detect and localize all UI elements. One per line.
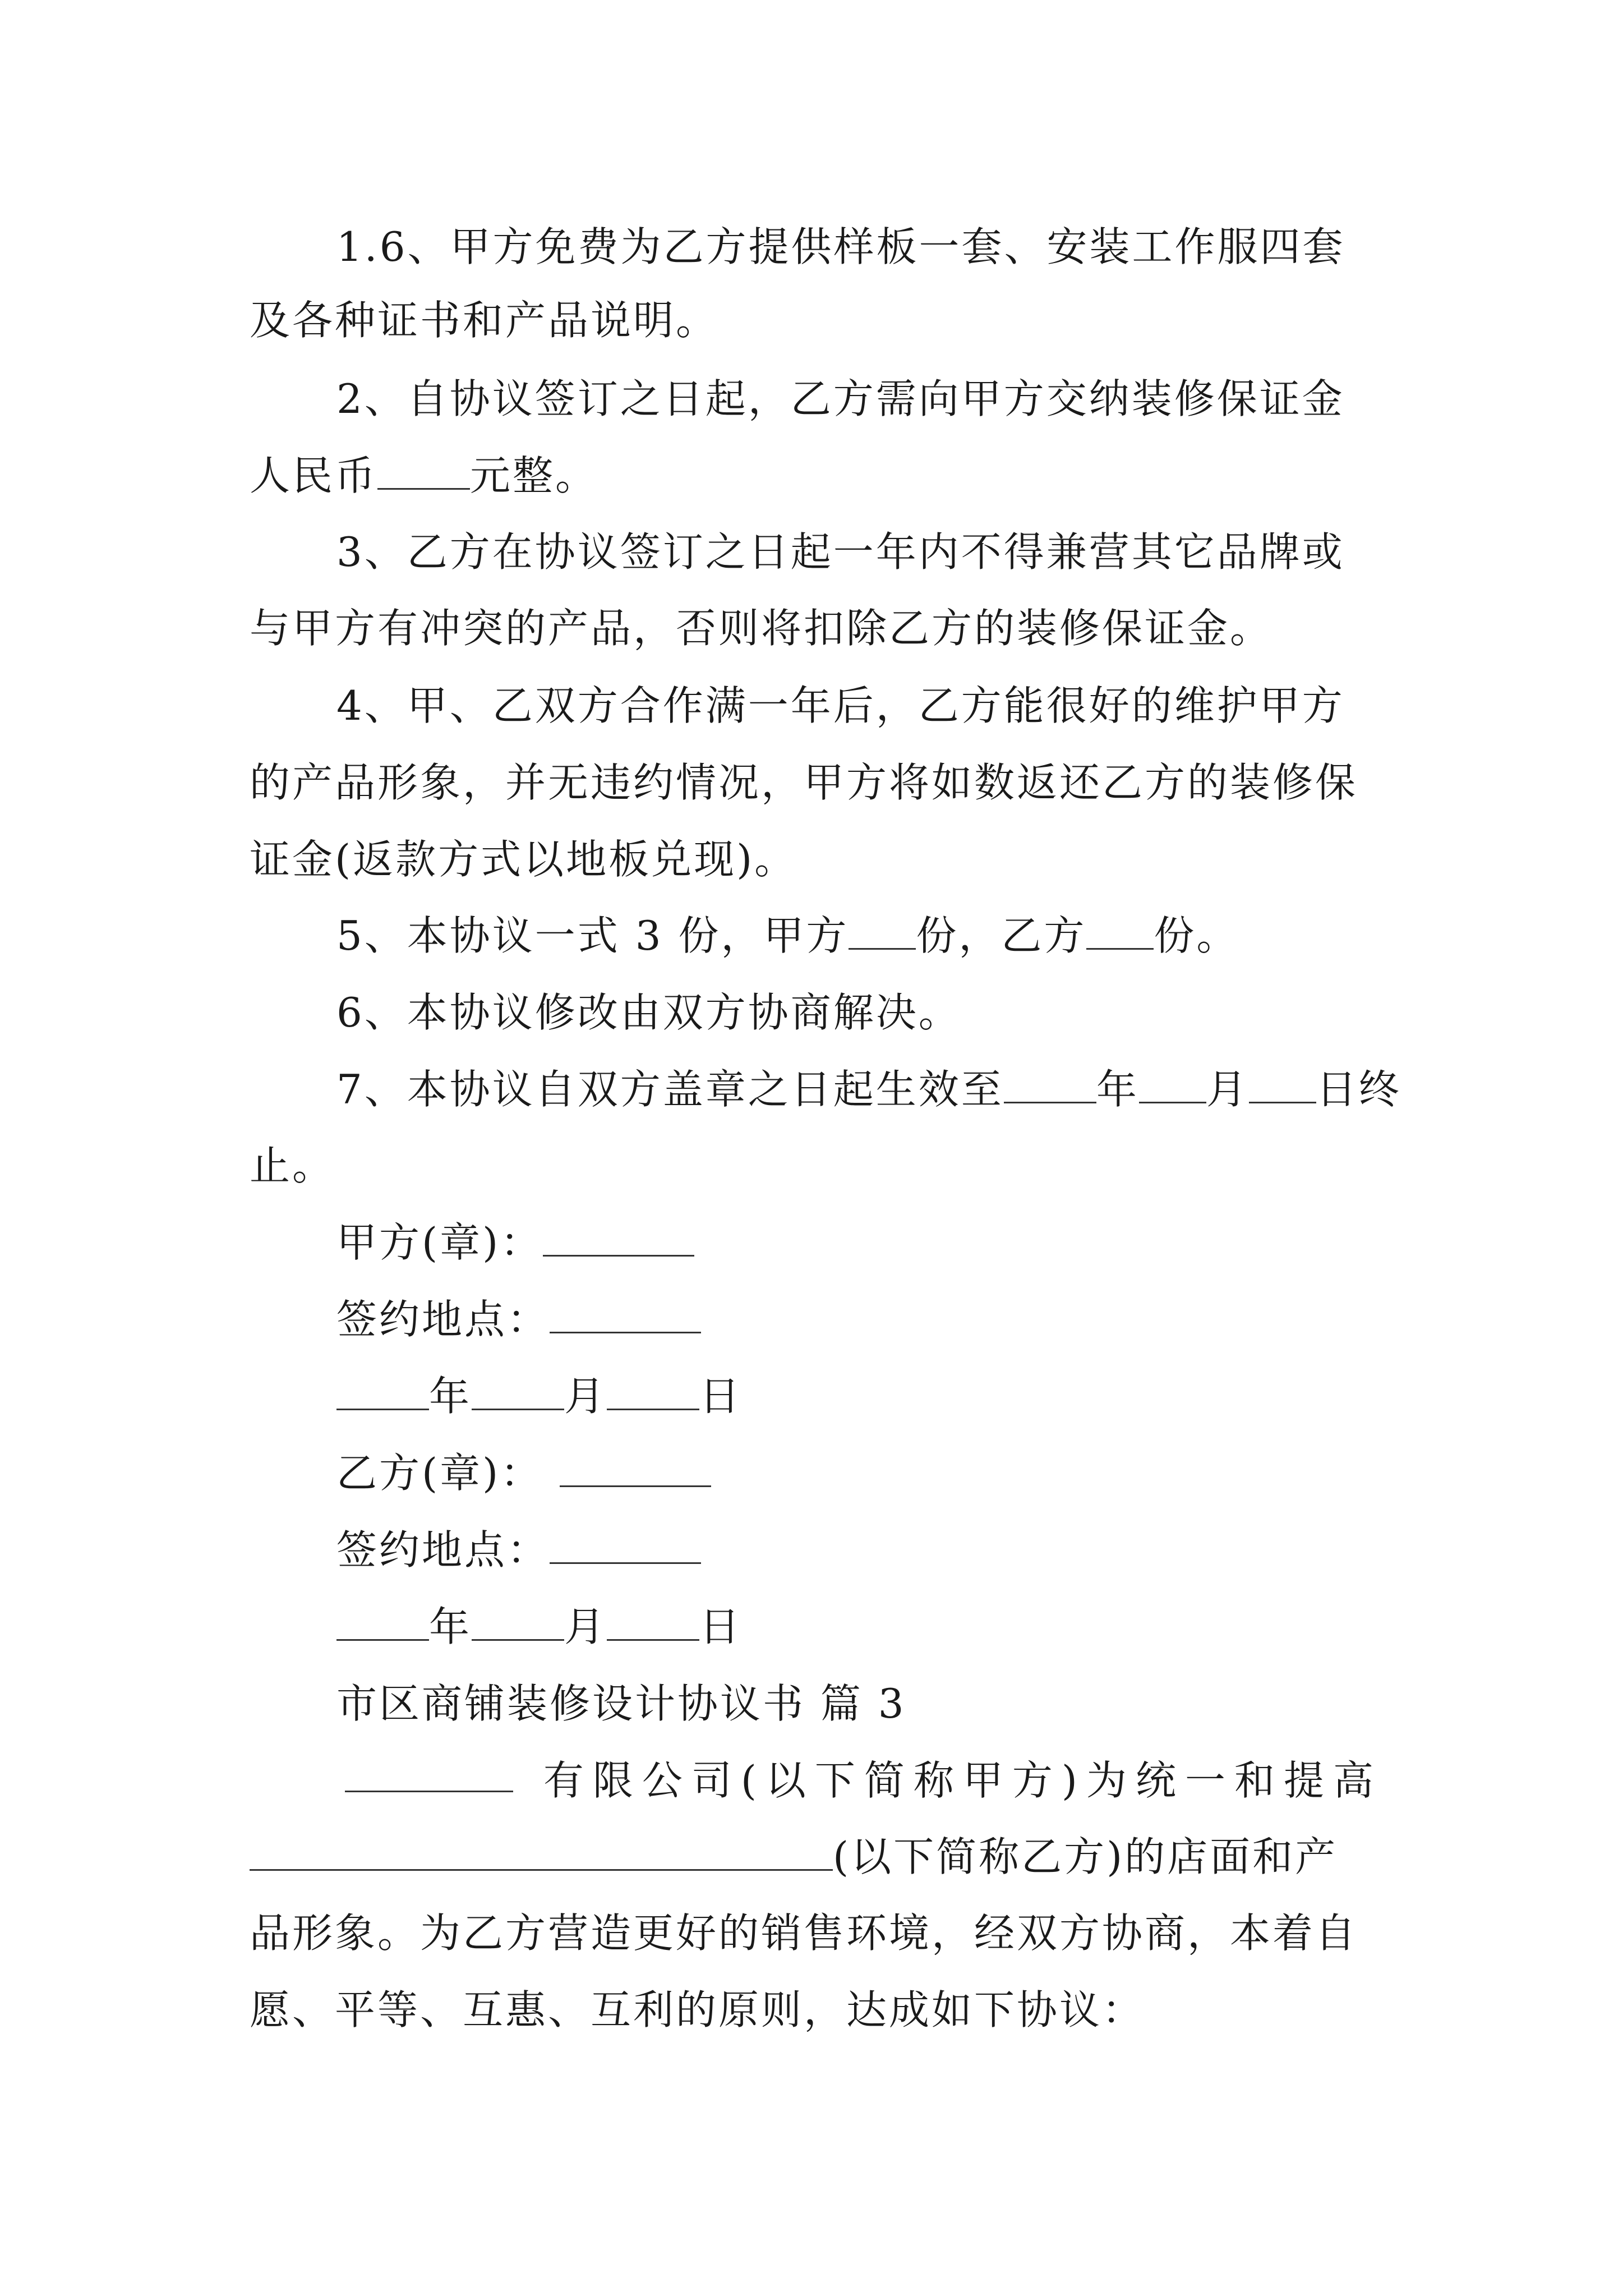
clause-text: 止。: [250, 1142, 335, 1189]
year-blank: [336, 1372, 429, 1410]
intro-text: 品形象。为乙方营造更好的销售环境，经双方协商，本着自: [250, 1910, 1358, 1957]
month-blank: [472, 1602, 564, 1641]
day-blank: [607, 1372, 699, 1410]
section-heading-text: 市区商铺装修设计协议书 篇 3: [336, 1680, 906, 1727]
clause-6: [336, 986, 1382, 1039]
company-name-blank: [345, 1754, 513, 1792]
intro-line-1: [345, 1754, 1382, 1807]
clause-1-6-line-2: [250, 293, 1382, 347]
clause-text: 7、本协议自双方盖章之日起生效至: [336, 1066, 1004, 1113]
party-b-date-line: [336, 1600, 1382, 1654]
clause-text: 日终: [1316, 1066, 1401, 1113]
party-b-label: 乙方(章)：: [336, 1450, 543, 1497]
clause-text: 证金(返款方式以地板兑现)。: [250, 836, 797, 883]
clause-text: 6、本协议修改由双方协商解决。: [336, 989, 961, 1036]
signing-place-label: 签约地点：: [336, 1526, 550, 1573]
clause-4-line-1: [336, 679, 1382, 733]
clause-text: 2、自协议签订之日起，乙方需向甲方交纳装修保证金: [336, 375, 1345, 422]
intro-text: (以下简称乙方)的店面和产: [833, 1833, 1338, 1880]
party-a-seal-line: [336, 1216, 1382, 1269]
clause-text: 年: [1096, 1066, 1139, 1113]
clause-text: 份，乙方: [916, 912, 1087, 959]
party-b-place-line: [336, 1523, 1382, 1577]
party-b-name-blank: [250, 1832, 833, 1871]
day-label: 日: [699, 1373, 743, 1420]
clause-4-line-3: [250, 832, 1382, 886]
section-heading: [336, 1677, 1382, 1731]
party-a-label: 甲方(章)：: [336, 1219, 543, 1266]
clause-3-line-1: [336, 525, 1382, 579]
clause-text: 与甲方有冲突的产品，否则将扣除乙方的装修保证金。: [250, 605, 1273, 652]
day-label: 日: [699, 1603, 743, 1650]
clause-1-6-line-1: [336, 220, 1382, 274]
party-b-seal-blank: [560, 1448, 711, 1487]
year-label: 年: [429, 1603, 472, 1650]
clause-2-line-1: [336, 372, 1382, 426]
month-label: 月: [564, 1373, 607, 1420]
party-a-seal-blank: [543, 1218, 694, 1257]
clause-7-line-2: [250, 1139, 1382, 1193]
year-label: 年: [429, 1373, 472, 1420]
end-month-blank: [1139, 1065, 1206, 1103]
end-year-blank: [1004, 1065, 1096, 1103]
month-blank: [472, 1372, 564, 1410]
clause-2-line-2: [250, 449, 1382, 503]
party-a-place-blank: [550, 1295, 701, 1333]
intro-line-4: [250, 1983, 1382, 2037]
party-b-seal-line: [336, 1446, 1382, 1500]
deposit-amount-blank: [377, 451, 470, 490]
clause-text: 1.6、甲方免费为乙方提供样板一套、安装工作服四套: [336, 223, 1345, 270]
party-b-place-blank: [550, 1525, 701, 1564]
clause-text: 月: [1206, 1066, 1249, 1113]
day-blank: [607, 1602, 699, 1641]
year-blank: [336, 1602, 429, 1641]
signing-place-label: 签约地点：: [336, 1296, 550, 1343]
clause-text: 及各种证书和产品说明。: [250, 297, 719, 344]
clause-text: 人民币: [250, 452, 378, 499]
intro-line-3: [250, 1906, 1382, 1960]
month-label: 月: [564, 1603, 607, 1650]
intro-line-2: [250, 1830, 1382, 1884]
clause-3-line-2: [250, 601, 1382, 655]
clause-5: [336, 909, 1382, 963]
clause-4-line-2: [250, 756, 1382, 809]
intro-text: 有限公司(以下简称甲方)为统一和提高: [543, 1757, 1382, 1804]
copies-party-a-blank: [849, 911, 916, 950]
party-a-place-line: [336, 1292, 1382, 1346]
clause-text: 份。: [1154, 912, 1239, 959]
clause-text: 3、乙方在协议签订之日起一年内不得兼营其它品牌或: [336, 528, 1345, 576]
intro-text: 愿、平等、互惠、互利的原则，达成如下协议：: [250, 1986, 1145, 2033]
clause-text: 元整。: [470, 452, 598, 499]
clause-7-line-1: [336, 1062, 1401, 1116]
clause-text: 的产品形象，并无违约情况，甲方将如数返还乙方的装修保: [250, 759, 1358, 806]
clause-text: 5、本协议一式 3 份，甲方: [336, 912, 849, 959]
end-day-blank: [1249, 1065, 1316, 1103]
clause-text: 4、甲、乙双方合作满一年后，乙方能很好的维护甲方: [336, 682, 1345, 729]
party-a-date-line: [336, 1369, 1382, 1423]
copies-party-b-blank: [1086, 911, 1154, 950]
